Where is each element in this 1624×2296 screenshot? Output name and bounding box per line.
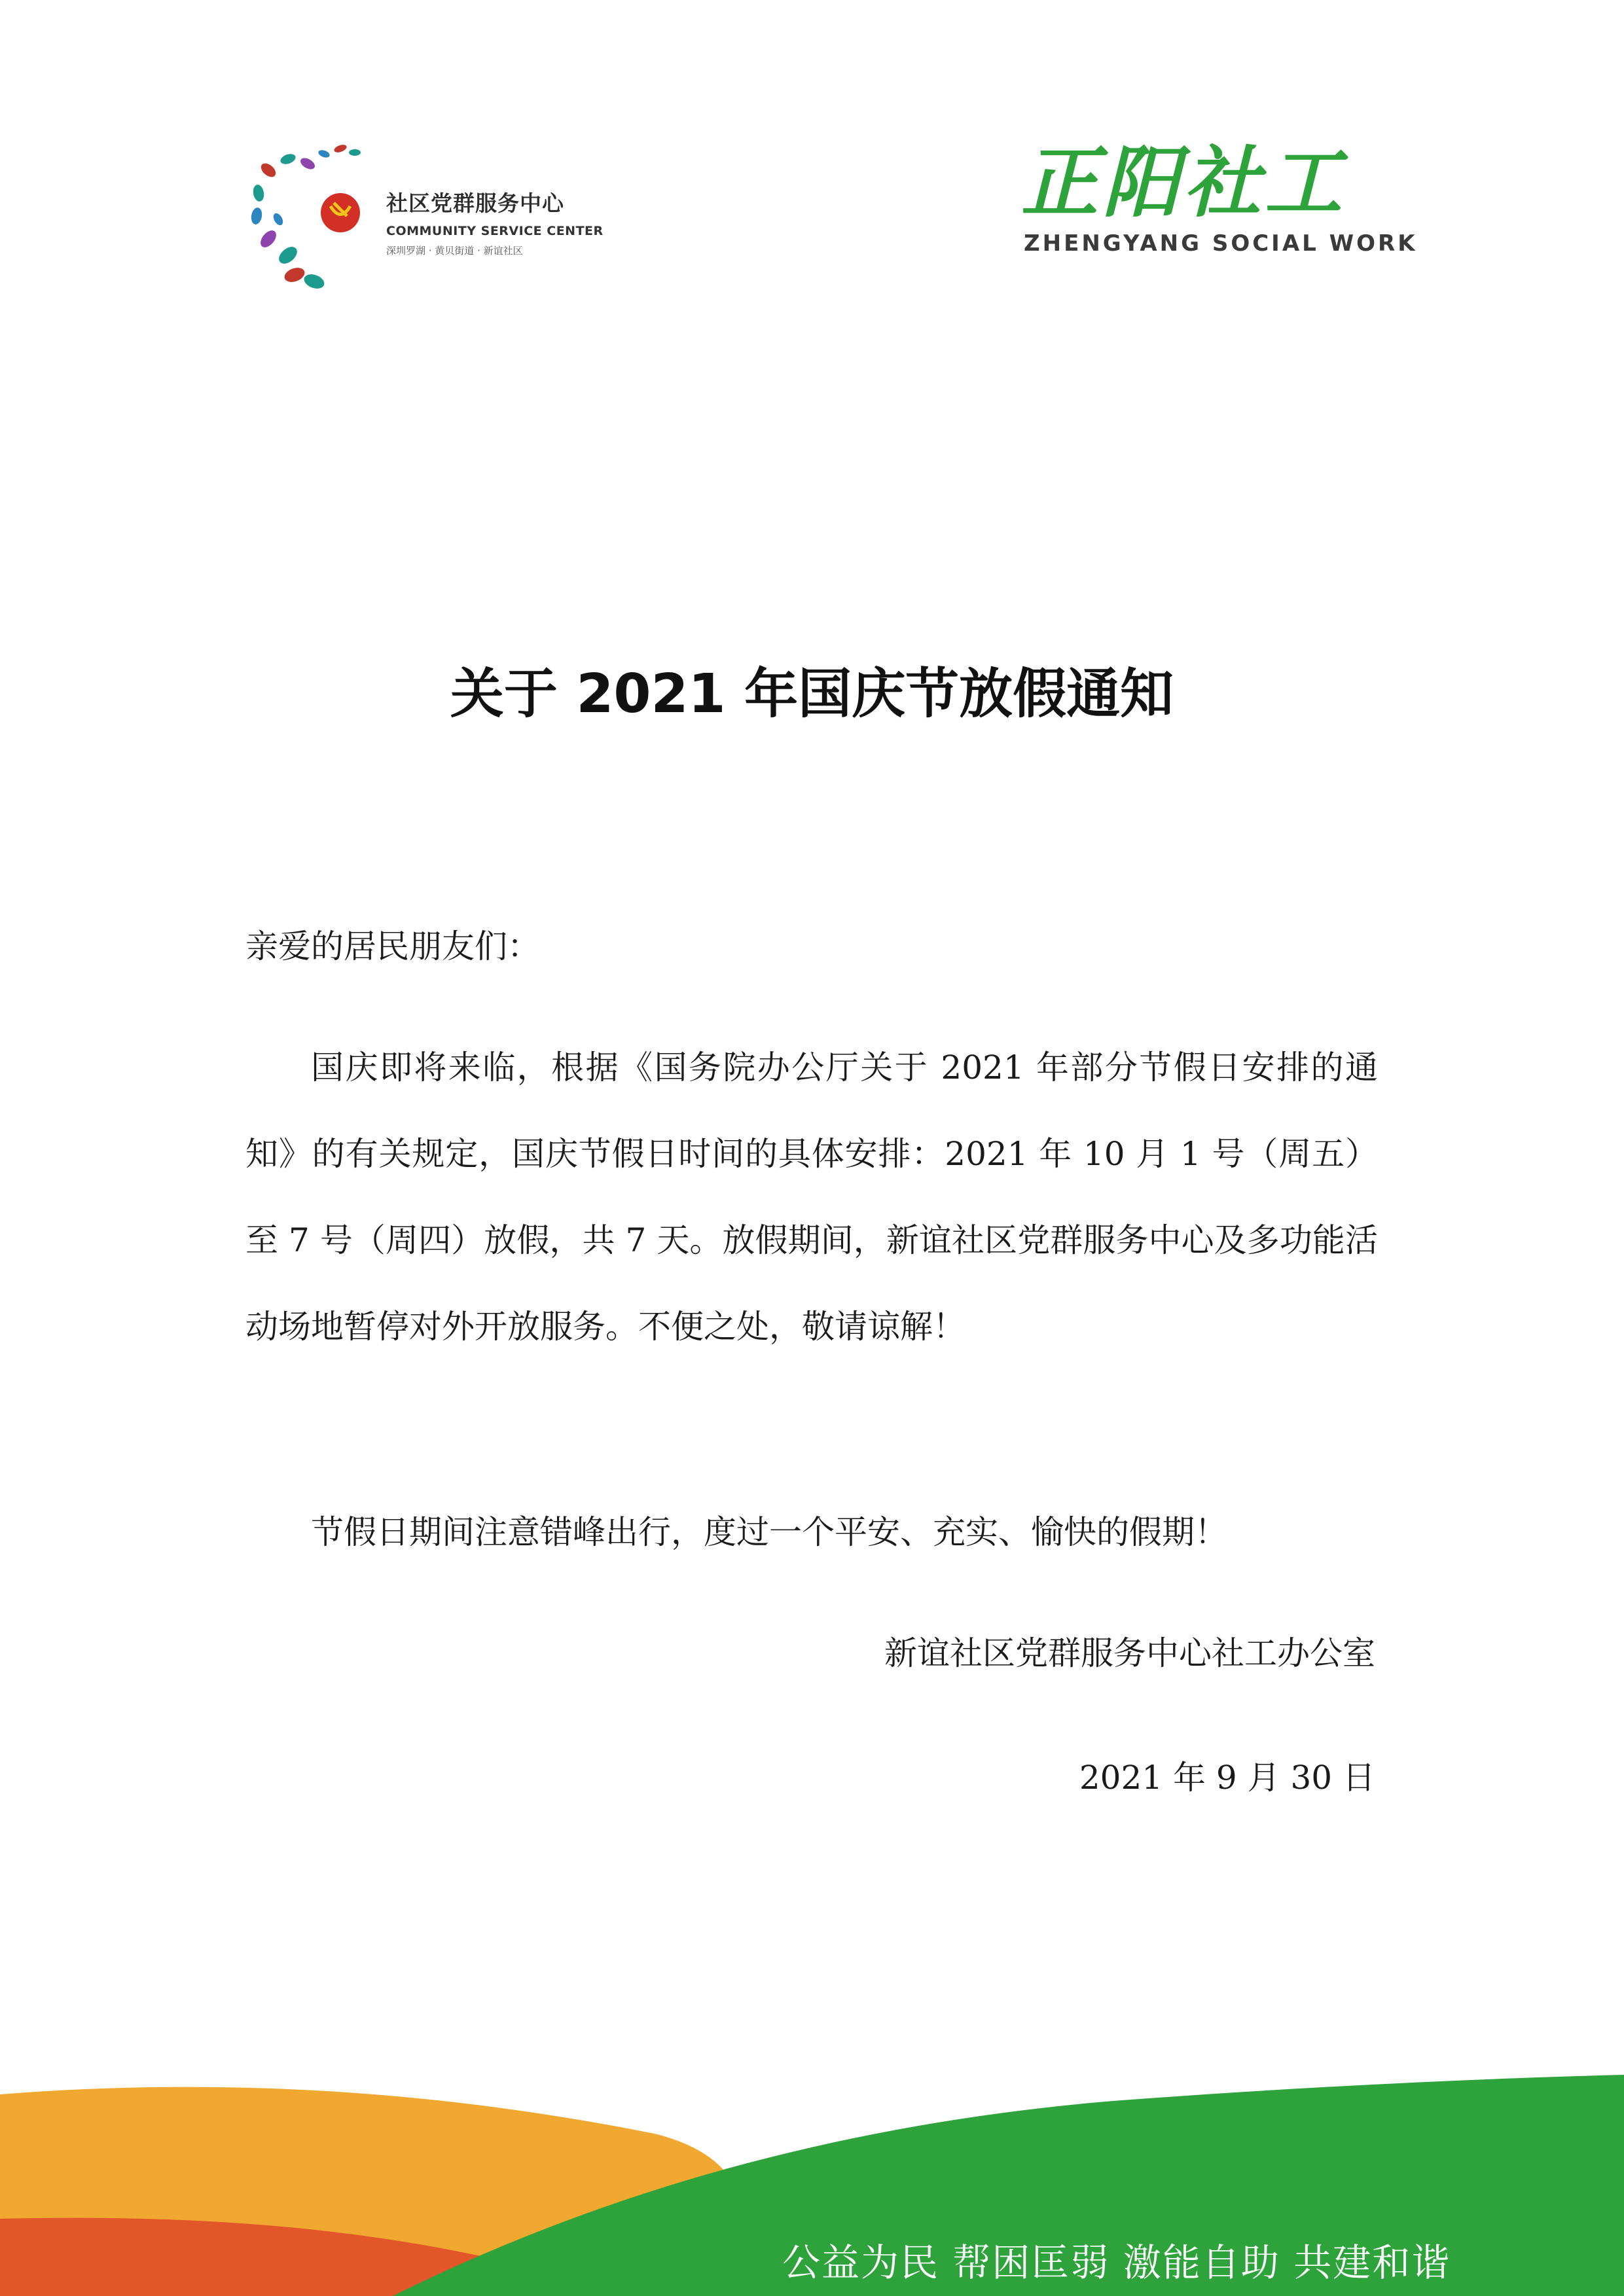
heart-butterfly-emblem-icon	[242, 141, 380, 298]
zhengyang-name-cn: 正阳社工	[1021, 137, 1346, 228]
signature: 新谊社区党群服务中心社工办公室	[884, 1634, 1375, 1672]
notice-title: 关于 2021 年国庆节放假通知	[450, 663, 1174, 725]
greeting: 亲爱的居民朋友们：	[245, 927, 540, 965]
center-name-cn: 社区党群服务中心	[386, 190, 564, 216]
zhengyang-name-en: ZHENGYANG SOCIAL WORK	[1024, 230, 1418, 257]
center-name-en: COMMUNITY SERVICE CENTER	[386, 224, 604, 238]
notice-paragraph-1: 国庆即将来临，根据《国务院办公厅关于 2021 年部分节假日安排的通知》的有关规定，国庆节假日时间的具体安排：2021 年 10 月 1 号（周五）至 7 号（周四）放假，共 7 天。放假期间，新谊社区党群服务中心及多功能活动场地暂停对外开放服务。不便之处，敬请谅解！	[245, 1049, 1378, 1346]
zhengyang-logo	[1021, 137, 1418, 262]
center-address: 深圳罗湖 · 黄贝街道 · 新谊社区	[386, 245, 523, 257]
notice-paragraph-2: 节假日期间注意错峰出行，度过一个平安、充实、愉快的假期！	[311, 1513, 1227, 1551]
footer-slogan: 公益为民 帮困匡弱 激能自助 共建和谐	[782, 2240, 1451, 2285]
community-center-logo	[242, 141, 609, 298]
notice-date: 2021 年 9 月 30 日	[1079, 1759, 1375, 1797]
